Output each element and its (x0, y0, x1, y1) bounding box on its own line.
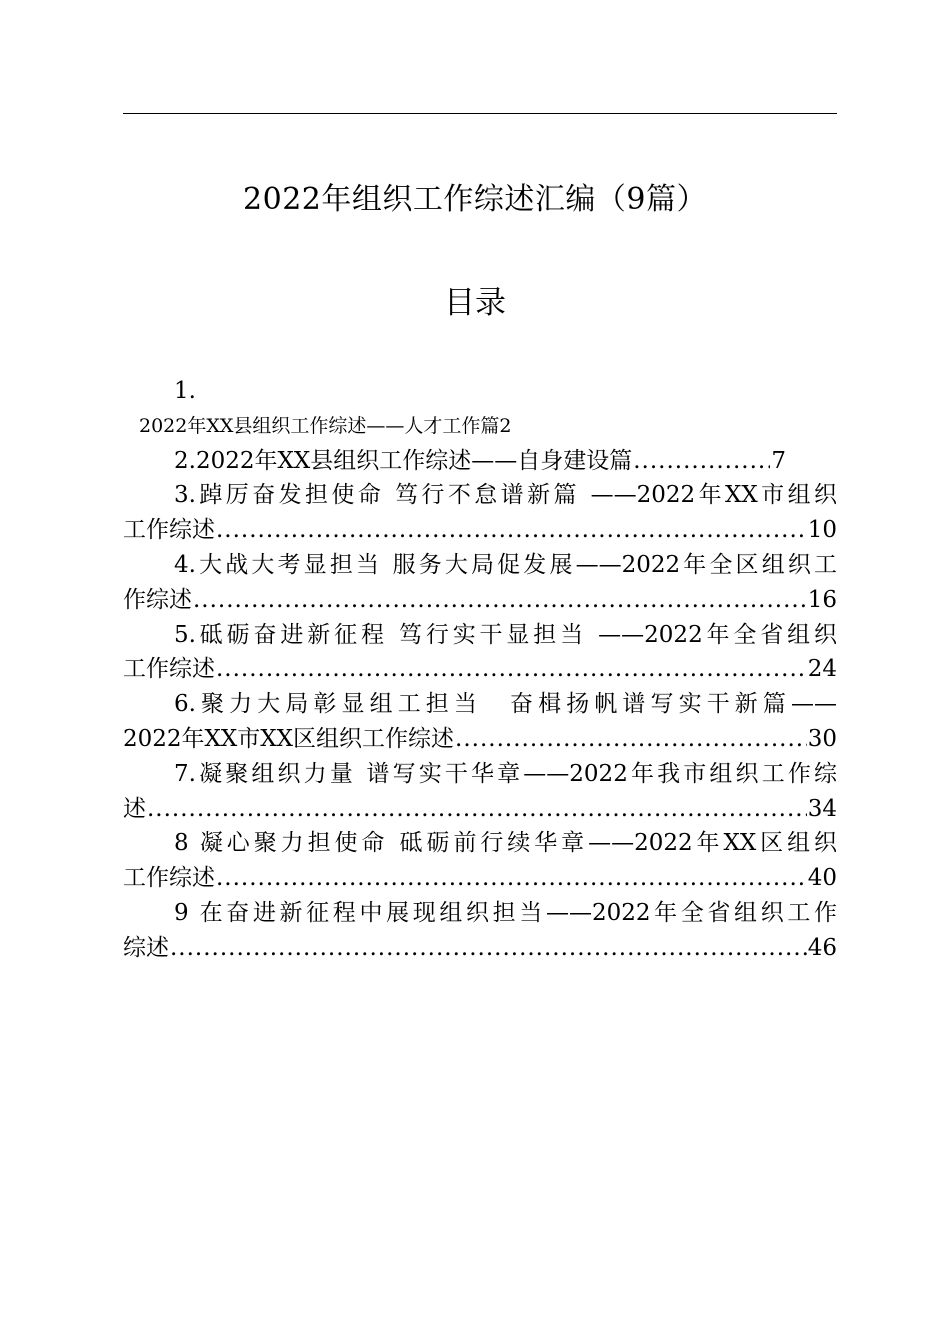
toc-heading: 目录 (444, 285, 506, 321)
toc-entry-5-cont[interactable] (123, 652, 837, 687)
toc-entry-3[interactable]: 3.踔厉奋发担使命 笃行不怠谱新篇 ——2022年XX市组织 (174, 482, 837, 509)
header-rule (123, 113, 837, 114)
toc-entry-1-number[interactable]: 1. (174, 378, 196, 404)
toc-entry-7[interactable]: 7.凝聚组织力量 谱写实干华章——2022年我市组织工作综 (174, 760, 837, 787)
toc-entry-2[interactable] (123, 444, 837, 479)
leader-dots (216, 652, 807, 687)
toc-entry-4-cont[interactable] (123, 583, 837, 618)
toc-entry-9-page: 46 (807, 934, 837, 961)
toc-entry-3-cont[interactable] (123, 513, 837, 548)
toc-entry-8-text: 工作综述 (123, 865, 215, 892)
toc-entry-1[interactable] (123, 409, 837, 444)
toc-entry-6-page: 30 (807, 725, 837, 752)
toc-entry-9[interactable]: 9 在奋进新征程中展现组织担当——2022年全省组织工作 (174, 899, 837, 926)
leader-dots (147, 792, 807, 827)
toc-entry-9-cont[interactable] (123, 931, 837, 966)
toc-entry-2-text: 2.2022年XX县组织工作综述——自身建设篇 (174, 447, 633, 474)
table-of-contents (123, 374, 837, 966)
leader-dots (455, 722, 807, 757)
toc-entry-6-text: 2022年XX市XX区组织工作综述 (123, 725, 455, 752)
toc-entry-8-cont[interactable] (123, 861, 837, 896)
toc-entry-1-page: 2 (499, 414, 512, 437)
leader-dots (193, 583, 807, 618)
toc-entry-3-text: 工作综述 (123, 517, 215, 544)
toc-entry-5-page: 24 (807, 656, 837, 683)
toc-entry-4-text: 作综述 (123, 586, 192, 613)
toc-entry-1-text: 2022年XX县组织工作综述——人才工作篇 (139, 414, 500, 437)
toc-entry-7-page: 34 (807, 795, 837, 822)
toc-entry-8[interactable]: 8 凝心聚力担使命 砥砺前行续华章——2022年XX区组织 (174, 830, 837, 857)
toc-entry-6-cont[interactable] (123, 722, 837, 757)
toc-entry-3-page: 10 (807, 517, 837, 544)
toc-entry-5-text: 工作综述 (123, 656, 215, 683)
toc-entry-5[interactable]: 5.砥砺奋进新征程 笃行实干显担当 ——2022年全省组织 (174, 621, 837, 648)
document-title: 2022年组织工作综述汇编（9篇） (243, 182, 707, 217)
leader-dots (170, 931, 807, 966)
toc-entry-4-page: 16 (807, 586, 837, 613)
toc-entry-4[interactable]: 4.大战大考显担当 服务大局促发展——2022年全区组织工 (174, 551, 837, 578)
toc-entry-6[interactable]: 6.聚力大局彰显组工担当 奋楫扬帆谱写实干新篇—— (174, 691, 837, 718)
toc-entry-2-page: 7 (771, 447, 786, 474)
toc-entry-7-cont[interactable] (123, 792, 837, 827)
leader-dots (633, 444, 770, 479)
toc-entry-9-text: 综述 (123, 934, 169, 961)
leader-dots (216, 861, 807, 896)
toc-entry-8-page: 40 (807, 865, 837, 892)
toc-entry-7-text: 述 (123, 795, 146, 822)
leader-dots (216, 513, 807, 548)
